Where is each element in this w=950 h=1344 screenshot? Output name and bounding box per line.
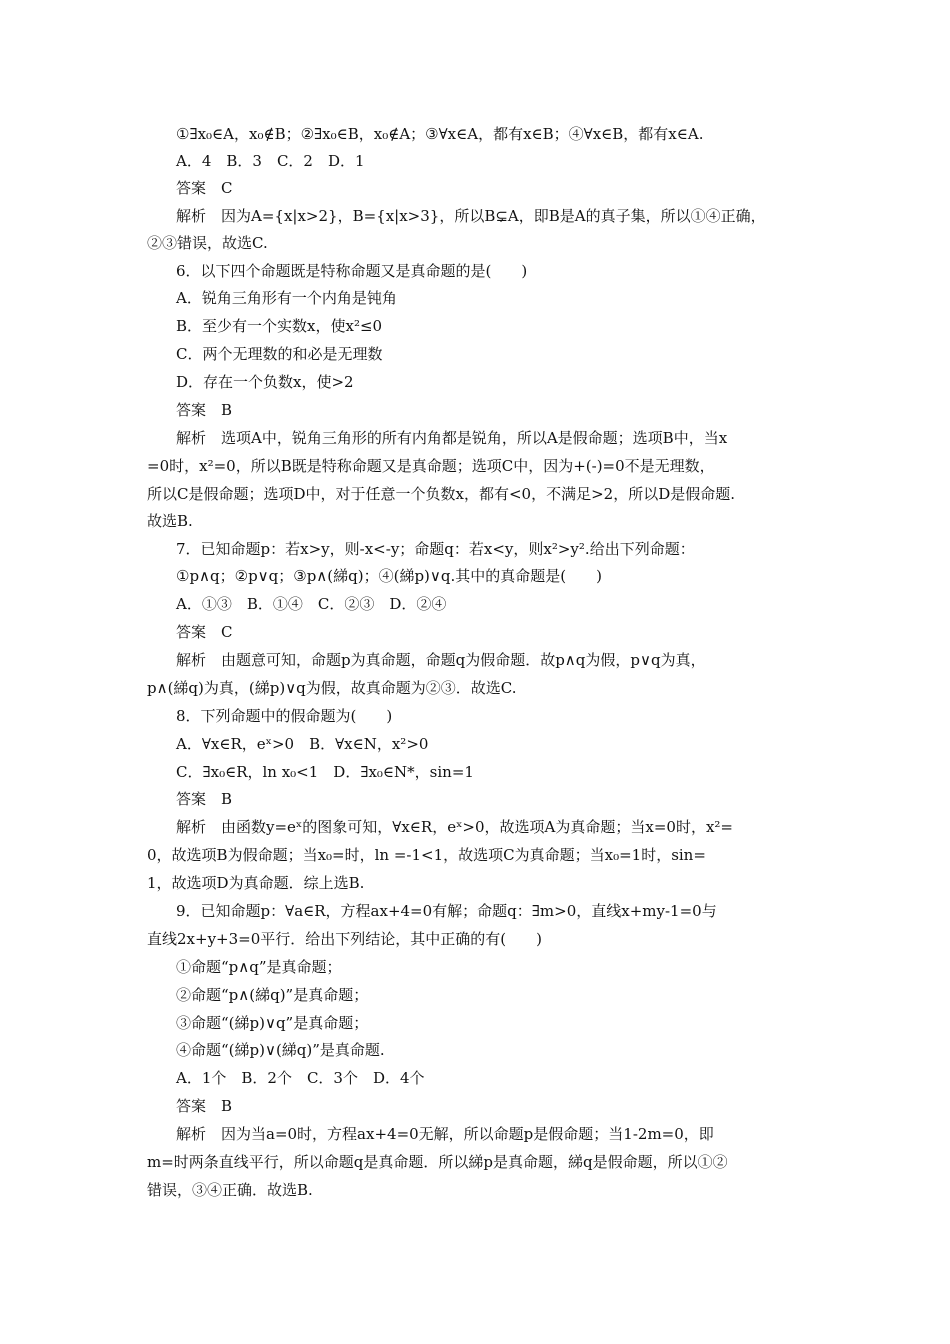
answer-line: 答案 B: [176, 401, 233, 419]
answer-line: 答案 C: [176, 623, 233, 641]
text-line: 0，故选项B为假命题；当x₀=时，ln =-1<1，故选项C为真命题；当x₀=1时，sin=: [147, 846, 706, 864]
text-line: 故选B.: [147, 512, 193, 530]
question-line: 9．已知命题p：∀a∈R，方程ax+4=0有解；命题q：∃m>0，直线x+my-1=0与: [176, 902, 717, 920]
text-line: ①p∧q；②p∨q；③p∧(綈q)；④(綈p)∨q.其中的真命题是( ): [176, 567, 602, 585]
option-line: A．1个 B．2个 C．3个 D．4个: [176, 1069, 425, 1087]
analysis-line: 解析 由题意可知，命题p为真命题，命题q为假命题．故p∧q为假，p∨q为真，: [176, 651, 706, 669]
statement-line: ④命题“(綈p)∨(綈q)”是真命题.: [176, 1041, 385, 1059]
answer-line: 答案 B: [176, 1097, 233, 1115]
option-line: A．∀x∈R，eˣ>0 B．∀x∈N，x²>0: [176, 735, 429, 753]
analysis-line: 解析 由函数y=eˣ的图象可知，∀x∈R，eˣ>0，故选项A为真命题；当x=0时，x²=: [176, 818, 733, 836]
text-line: p∧(綈q)为真，(綈p)∨q为假，故真命题为②③．故选C.: [147, 679, 517, 697]
text-line: 所以C是假命题；选项D中，对于任意一个负数x，都有<0，不满足>2，所以D是假命题.: [147, 485, 735, 503]
option-line: A．①③ B．①④ C．②③ D．②④: [176, 595, 447, 613]
answer-line: 答案 B: [176, 790, 233, 808]
question-line: 7．已知命题p：若x>y，则-x<-y；命题q：若x<y，则x²>y².给出下列命题：: [176, 540, 695, 558]
option-line: D．存在一个负数x，使>2: [176, 373, 354, 391]
question-line: 6．以下四个命题既是特称命题又是真命题的是( ): [176, 262, 528, 280]
statement-line: ③命题“(綈p)∨q”是真命题；: [176, 1014, 369, 1032]
text-line: =0时，x²=0，所以B既是特称命题又是真命题；选项C中，因为+(-)=0不是无理数，: [147, 457, 715, 475]
text-line: m=时两条直线平行，所以命题q是真命题．所以綈p是真命题，綈q是假命题，所以①②: [147, 1153, 728, 1171]
analysis-line: 解析 因为A={x|x>2}，B={x|x>3}，所以B⊊A，即B是A的真子集，所以①④正确，: [176, 207, 766, 225]
question-line: 8．下列命题中的假命题为( ): [176, 707, 393, 725]
text-line: ②③错误，故选C.: [147, 234, 268, 252]
option-line: C．∃x₀∈R，ln x₀<1 D．∃x₀∈N*，sin=1: [176, 763, 474, 781]
statement-line: ②命题“p∧(綈q)”是真命题；: [176, 986, 369, 1004]
text-line: ①∃x₀∈A，x₀∉B；②∃x₀∈B，x₀∉A；③∀x∈A，都有x∈B；④∀x∈B，都有x∈A.: [176, 125, 704, 143]
option-line: A．锐角三角形有一个内角是钝角: [176, 289, 397, 307]
analysis-line: 解析 选项A中，锐角三角形的所有内角都是锐角，所以A是假命题；选项B中，当x: [176, 429, 728, 447]
text-line: 错误，③④正确．故选B.: [147, 1181, 313, 1199]
text-line: 直线2x+y+3=0平行．给出下列结论，其中正确的有( ): [147, 930, 542, 948]
option-line: C．两个无理数的和必是无理数: [176, 345, 383, 363]
answer-line: 答案 C: [176, 179, 233, 197]
text-line: 1，故选项D为真命题．综上选B.: [147, 874, 365, 892]
text-line: A．4 B．3 C．2 D．1: [176, 152, 365, 170]
statement-line: ①命题“p∧q”是真命题；: [176, 958, 342, 976]
analysis-line: 解析 因为当a=0时，方程ax+4=0无解，所以命题p是假命题；当1-2m=0，即: [176, 1125, 714, 1143]
option-line: B．至少有一个实数x，使x²≤0: [176, 317, 383, 335]
